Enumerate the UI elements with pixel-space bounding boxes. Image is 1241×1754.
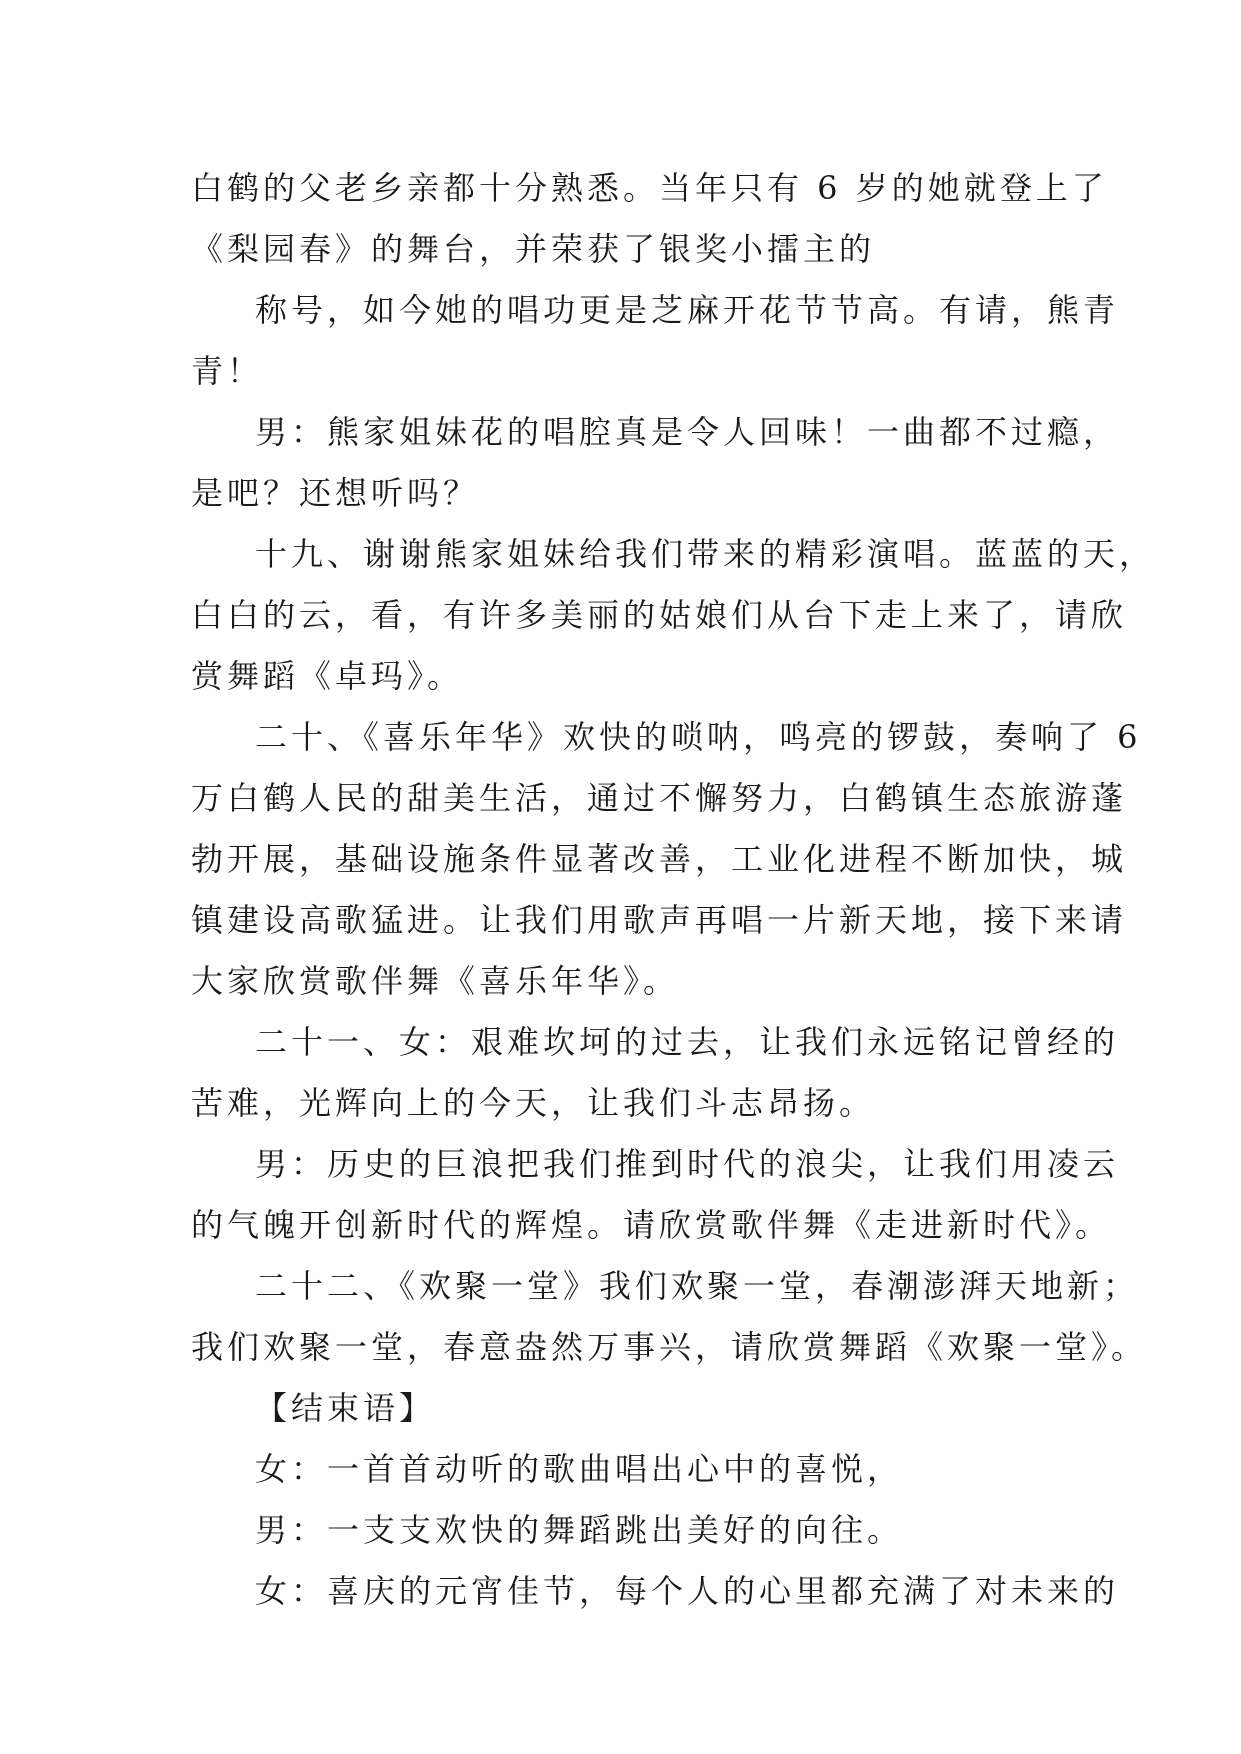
text-line-15: 二十一、女：艰难坎坷的过去，让我们永远铭记曾经的 bbox=[255, 1023, 1120, 1061]
text-line-9: 赏舞蹈《卓玛》。 bbox=[191, 657, 464, 695]
text-line-1: 白鹤的父老乡亲都十分熟悉。当年只有 6 岁的她就登上了 bbox=[191, 169, 1108, 207]
text-line-20: 我们欢聚一堂，春意盎然万事兴，请欣赏舞蹈《欢聚一堂》。 bbox=[191, 1328, 1148, 1366]
text-line-17: 男：历史的巨浪把我们推到时代的浪尖，让我们用凌云 bbox=[255, 1145, 1120, 1183]
text-line-23: 男：一支支欢快的舞蹈跳出美好的向往。 bbox=[255, 1511, 904, 1549]
text-line-19: 二十二、《欢聚一堂》我们欢聚一堂，春潮澎湃天地新； bbox=[255, 1267, 1140, 1305]
text-line-24: 女：喜庆的元宵佳节，每个人的心里都充满了对未来的 bbox=[255, 1572, 1120, 1610]
text-line-13: 镇建设高歌猛进。让我们用歌声再唱一片新天地，接下来请 bbox=[191, 901, 1128, 939]
text-line-12: 勃开展，基础设施条件显著改善，工业化进程不断加快，城 bbox=[191, 840, 1128, 878]
text-line-4: 青！ bbox=[191, 352, 264, 390]
text-line-3: 称号，如今她的唱功更是芝麻开花节节高。有请，熊青 bbox=[255, 291, 1120, 329]
text-line-16: 苦难，光辉向上的今天，让我们斗志昂扬。 bbox=[191, 1084, 876, 1122]
text-line-5: 男：熊家姐妹花的唱腔真是令人回味！一曲都不过瘾， bbox=[255, 413, 1120, 451]
text-line-7: 十九、谢谢熊家姐妹给我们带来的精彩演唱。蓝蓝的天， bbox=[255, 535, 1156, 573]
document-body bbox=[191, 158, 1156, 1622]
text-line-22: 女：一首首动听的歌曲唱出心中的喜悦， bbox=[255, 1450, 904, 1488]
text-line-14: 大家欣赏歌伴舞《喜乐年华》。 bbox=[191, 962, 680, 1000]
text-line-6: 是吧？还想听吗？ bbox=[191, 474, 480, 512]
text-line-8: 白白的云，看，有许多美丽的姑娘们从台下走上来了，请欣 bbox=[191, 596, 1128, 634]
text-line-2: 《梨园春》的舞台，并荣获了银奖小擂主的 bbox=[191, 230, 876, 268]
text-line-11: 万白鹤人民的甜美生活，通过不懈努力，白鹤镇生态旅游蓬 bbox=[191, 779, 1128, 817]
text-line-10: 二十、《喜乐年华》欢快的唢呐，鸣亮的锣鼓，奏响了 6 bbox=[255, 718, 1142, 756]
text-line-18: 的气魄开创新时代的辉煌。请欣赏歌伴舞《走进新时代》。 bbox=[191, 1206, 1112, 1244]
section-heading-closing: 【结束语】 bbox=[255, 1389, 436, 1427]
